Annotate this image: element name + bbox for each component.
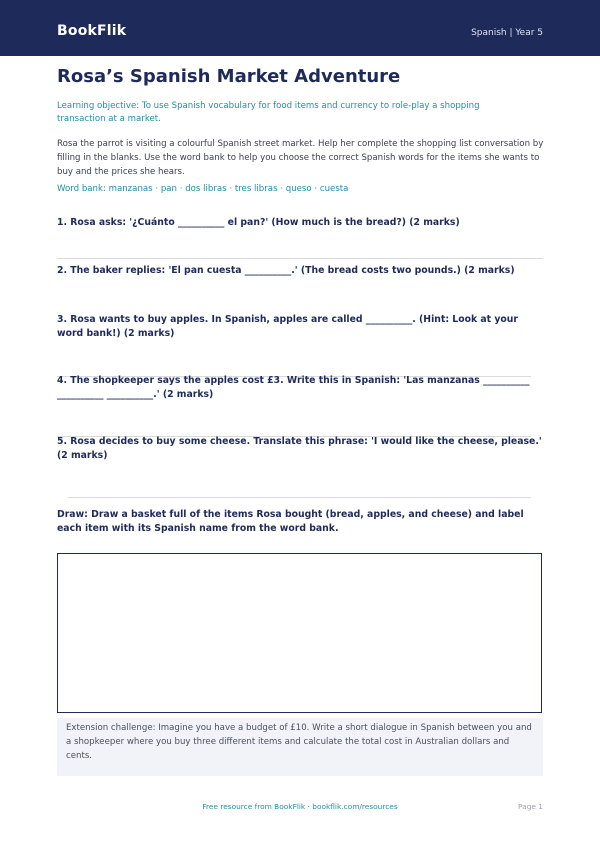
- footer-credit: Free resource from BookFlik · bookflik.com/resources: [202, 802, 398, 811]
- question-1: 1. Rosa asks: '¿Cuánto __________ el pan?' (How much is the bread?) (2 marks): [57, 217, 460, 228]
- word-bank: Word bank: manzanas · pan · dos libras · tres libras · queso · cuesta: [57, 184, 349, 194]
- question-2: 2. The baker replies: 'El pan cuesta __________.' (The bread costs two pounds.) (2 marks): [57, 265, 515, 276]
- answer-line-5: [68, 497, 531, 498]
- drawing-area[interactable]: [57, 553, 542, 713]
- worksheet-title: Rosa’s Spanish Market Adventure: [57, 66, 401, 87]
- extension-challenge: Extension challenge: Imagine you have a budget of £10. Write a short dialogue in Spanish between you and a shopkeeper where you buy three different items and calculate the total cost in Australian dollars and cents.: [57, 718, 543, 776]
- subject-year-label: Spanish | Year 5: [471, 28, 543, 38]
- draw-task: Draw: Draw a basket full of the items Rosa bought (bread, apples, and cheese) and label each item with its Spanish name from the word bank.: [57, 509, 524, 534]
- intro-paragraph: Rosa the parrot is visiting a colourful Spanish street market. Help her complete the shopping list conversation by filling in the blanks. Use the word bank to help you choose the correct Spanish words for the items she wants to buy and the prices she hears.: [57, 139, 544, 177]
- learning-objective: Learning objective: To use Spanish vocabulary for food items and currency to role-play a shopping transaction at a market.: [57, 101, 480, 124]
- answer-line-1: [57, 258, 543, 259]
- question-4: 4. The shopkeeper says the apples cost £3. Write this in Spanish: 'Las manzanas __________ __________ __________.' (2 marks): [57, 375, 530, 400]
- question-3: 3. Rosa wants to buy apples. In Spanish, apples are called __________. (Hint: Look at your word bank!) (2 marks): [57, 314, 519, 339]
- page-header: [0, 0, 600, 56]
- page-number: Page 1: [518, 802, 543, 811]
- question-5: 5. Rosa decides to buy some cheese. Translate this phrase: 'I would like the cheese, please.' (2 marks): [57, 436, 542, 461]
- brand-logo: BookFlik: [57, 23, 127, 39]
